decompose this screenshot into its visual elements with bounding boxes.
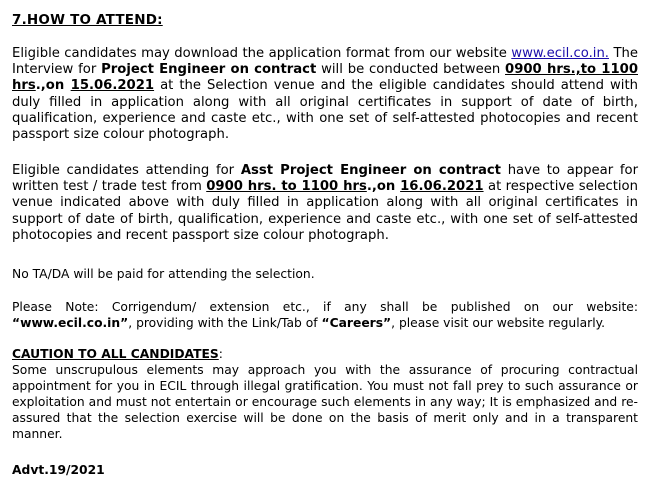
written-test-paragraph [12, 163, 638, 244]
interview-paragraph [12, 46, 638, 143]
careers-tab-name: “Careers” [321, 316, 392, 330]
text: .,on [35, 78, 71, 94]
caution-title: CAUTION TO ALL CANDIDATES [12, 347, 219, 361]
role-project-engineer: Project Engineer on contract [101, 62, 317, 78]
text: Eligible candidates attending for [12, 163, 241, 178]
website-name: “www.ecil.co.in” [12, 316, 129, 330]
text: will be conducted between [316, 62, 506, 78]
text: .,on [366, 179, 401, 195]
text: at respective selection venue indicated above with duly filled in application along with all original certificates in support of date of birth, qualification, experience and caste etc., with one set of self-attested photocopies and recent passport size colour photograph. [12, 179, 638, 243]
text: , providing with the Link/Tab of [128, 316, 322, 330]
text: Eligible candidates may download the application format from our website [12, 46, 512, 61]
text: , please visit our website regularly. [391, 316, 606, 330]
website-link[interactable]: www.ecil.co.in. [511, 46, 609, 61]
caution-body: Some unscrupulous elements may approach you with the assurance of procuring contractual appointment for you in ECIL through illegal gratification. You must not fall prey to such assurance or exploitation and must not entertain or encourage such elements in any way; It is emphasized and re-assured that the selection exercise will be done on the basis of merit only and in a transparent manner. [12, 363, 638, 441]
text: have to appear for written test / trade test from [12, 163, 639, 195]
interview-date: 15.06.2021 [70, 78, 155, 94]
text: Please Note: Corrigendum/ extension etc., if any shall be published on our website: [12, 300, 638, 314]
text: The Interview for [12, 46, 638, 78]
section-heading: 7.HOW TO ATTEND: [12, 12, 163, 28]
caution-colon: : [218, 347, 223, 361]
test-date: 16.06.2021 [400, 179, 484, 195]
caution-section [12, 346, 638, 442]
text: at the Selection venue and the eligible candidates should attend with duly filled in application along with all original certificates in support of date of birth, qualification, experience and caste etc., with one set of self-attested photocopies and recent passport size colour photograph. [12, 78, 638, 143]
advertisement-number: Advt.19/2021 [12, 463, 105, 477]
corrigendum-note [12, 299, 638, 331]
role-asst-project-engineer: Asst Project Engineer on contract [240, 163, 501, 178]
interview-time: 0900 hrs.,to 1100 hrs [12, 62, 638, 94]
test-time: 0900 hrs. to 1100 hrs [206, 179, 367, 195]
ta-da-note: No TA/DA will be paid for attending the selection. [12, 267, 315, 281]
